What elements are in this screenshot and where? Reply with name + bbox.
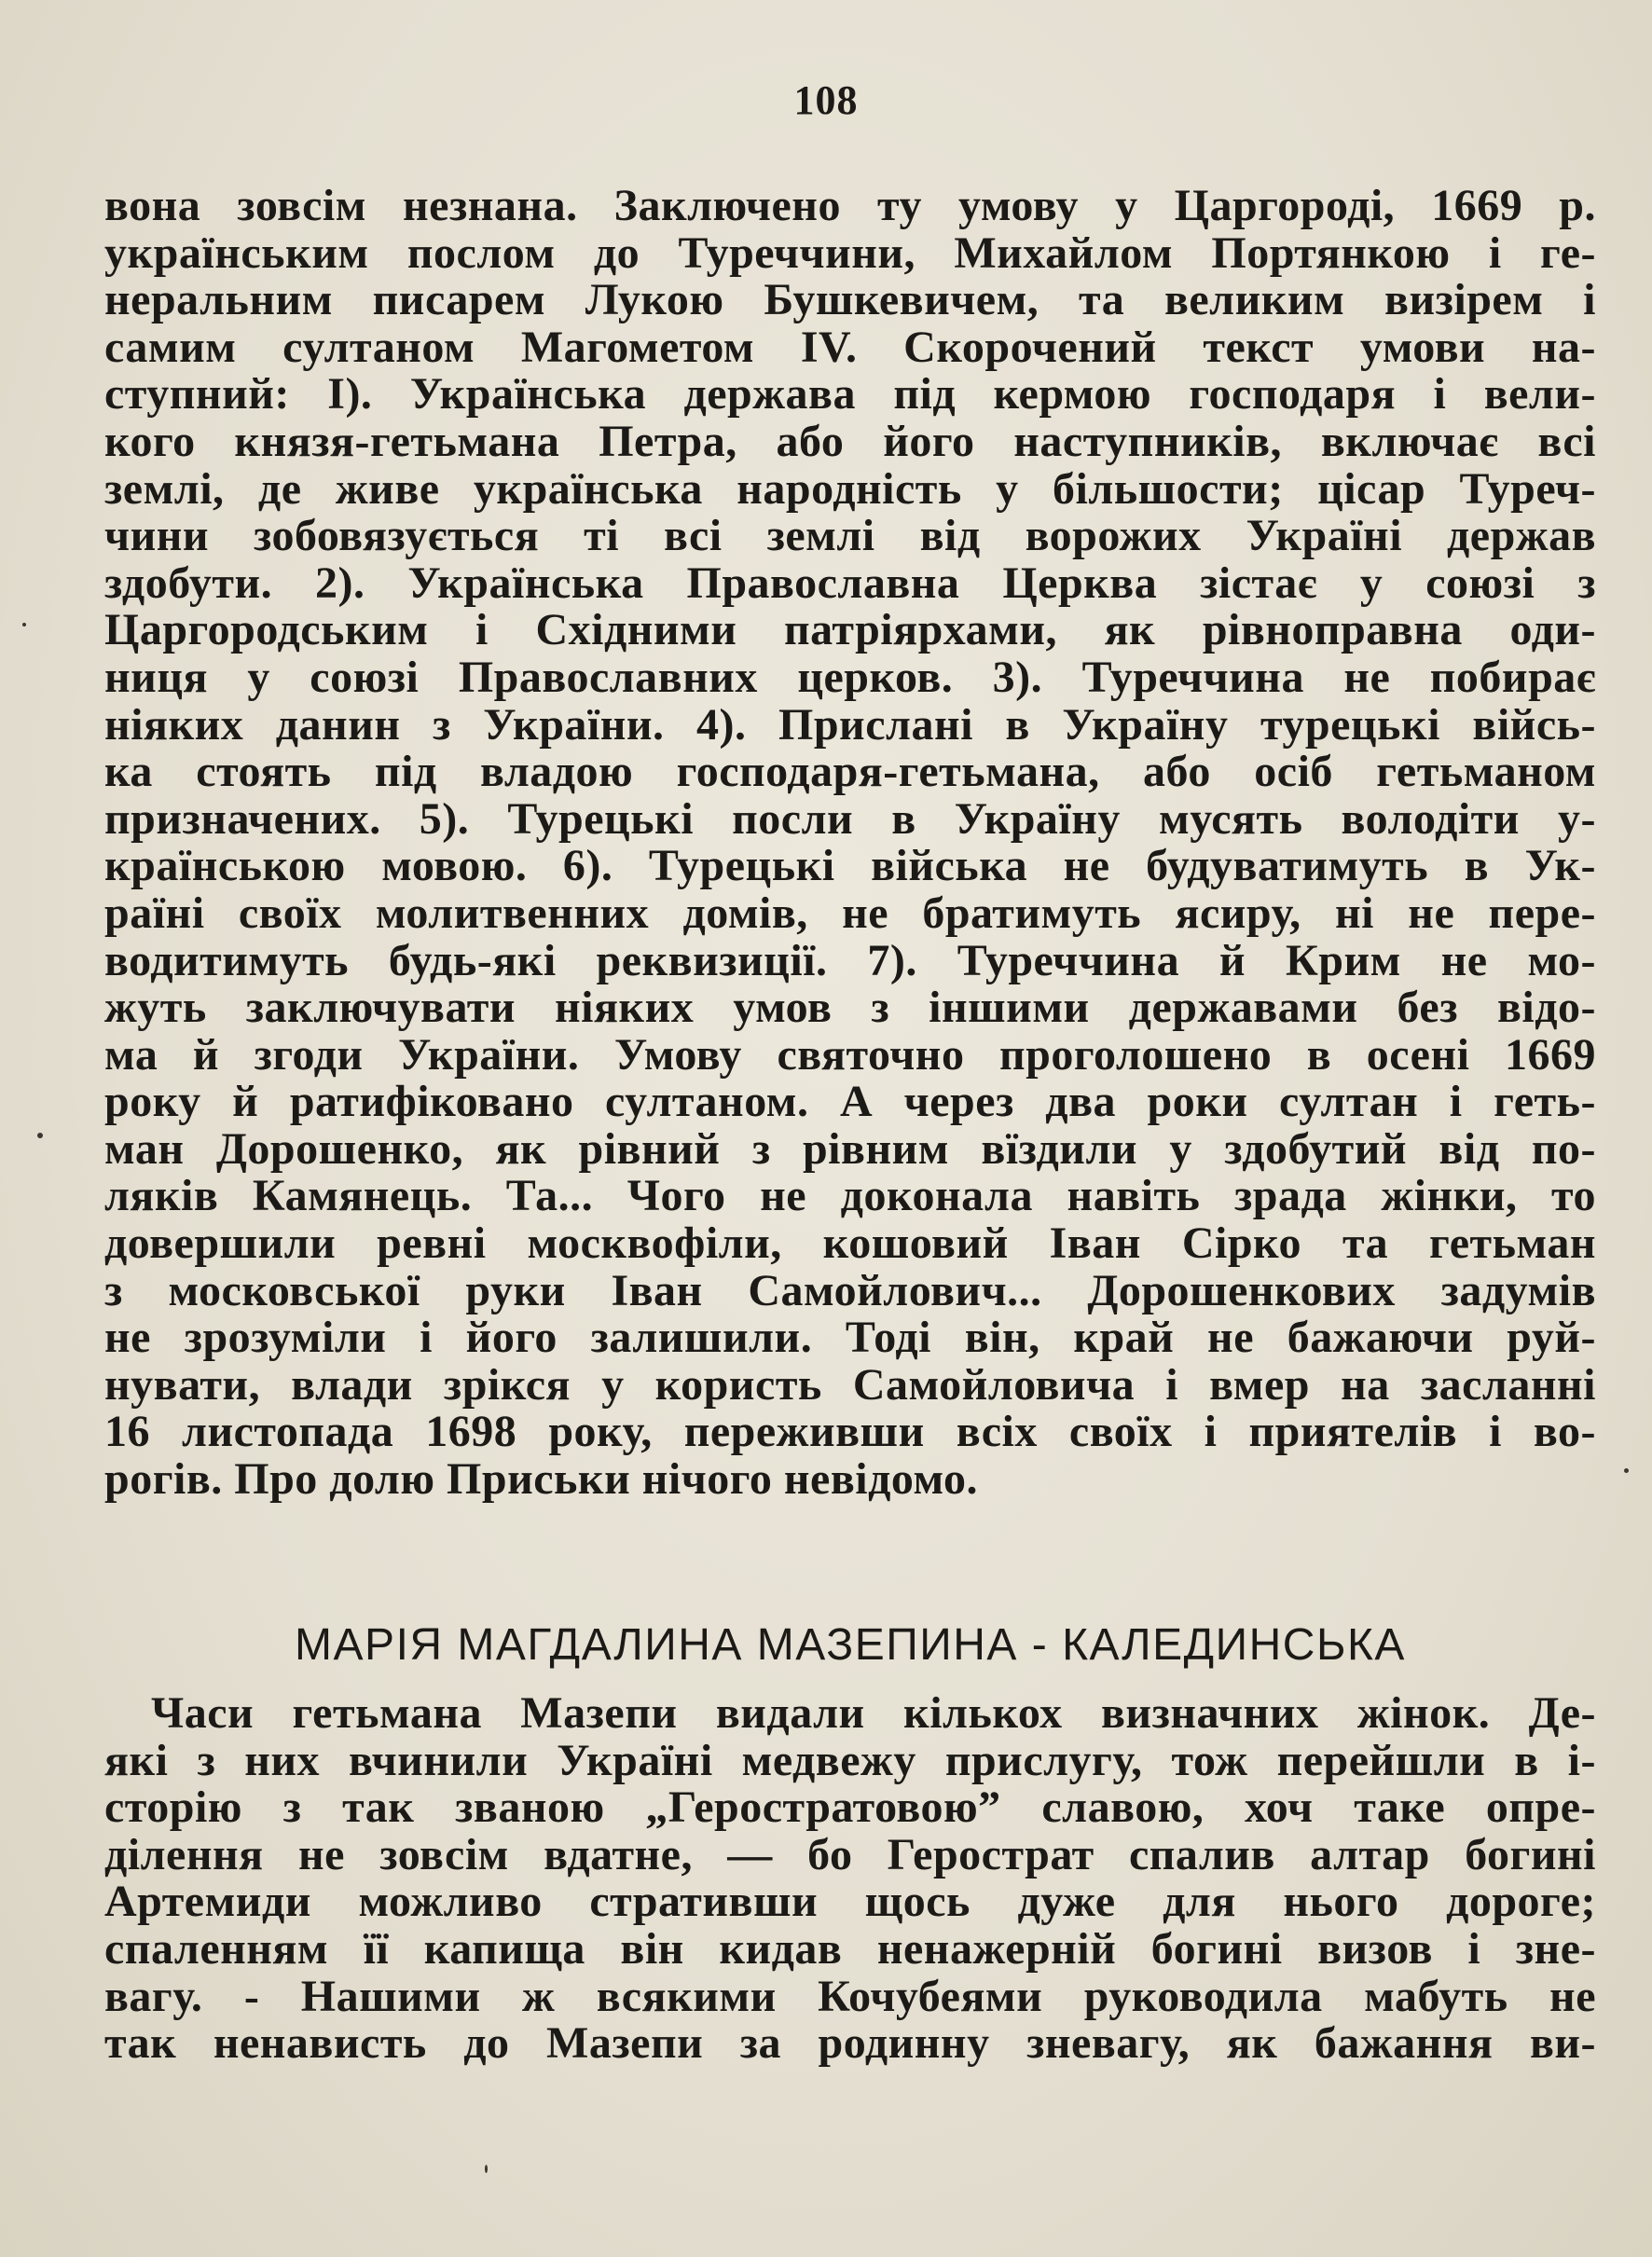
text-line: ман Дорошенко, як рівний з рівним вїздили у здобутий від по- xyxy=(104,1125,1596,1174)
text-line: не зрозуміли і його залишили. Тоді він, край не бажаючи руй- xyxy=(104,1314,1596,1362)
text-line: ляків Камянець. Та... Чого не доконала навіть зрада жінки, то xyxy=(104,1173,1596,1221)
text-line: призначених. 5). Турецькі посли в Україну мусять володіти у- xyxy=(104,795,1596,844)
text-line: ніяких данин з України. 4). Прислані в Україну турецькі війсь- xyxy=(104,701,1596,750)
text-line: ступний: I). Українська держава під кермою господаря і вели- xyxy=(104,371,1596,419)
text-line: року й ратифіковано султаном. А через два роки султан і геть- xyxy=(104,1079,1596,1126)
text-line: сторію з так званою „Геростратовою” славою, хоч таке опре- xyxy=(104,1784,1596,1832)
text-line: українським послом до Туреччини, Михайлом Портянкою і ге- xyxy=(104,229,1596,278)
text-line: Часи гетьмана Мазепи видали кількох визначних жінок. Де- xyxy=(151,1690,1596,1738)
text-line: Артемиди можливо стративши щось дуже для нього дороге; xyxy=(104,1879,1596,1926)
text-line: так ненависть до Мазепи за родинну зневагу, як бажання ви- xyxy=(104,2020,1596,2068)
text-line: вагу. - Нашими ж всякими Кочубеями руководила мабуть не xyxy=(104,1973,1596,2021)
scan-speck xyxy=(22,623,26,626)
text-line: спаленням її капища він кидав ненажерній богині визов і зне- xyxy=(104,1925,1596,1974)
text-line: жуть заключувати ніяких умов з іншими державами без відо- xyxy=(104,984,1596,1032)
text-line: які з них вчинили Україні медвежу прислугу, тож перейшли в і- xyxy=(104,1737,1596,1785)
text-line: нувати, влади зрікся у користь Самойловича і вмер на засланні xyxy=(104,1361,1596,1410)
text-line: з московської руки Іван Самойлович... Дорошенкових задумів xyxy=(104,1267,1596,1315)
page-number: 108 xyxy=(793,77,859,123)
paragraph-1 xyxy=(104,183,1596,1504)
text-line: землі, де живе українська народність у більшости; цісар Туреч- xyxy=(104,465,1596,514)
text-line: кого князя-гетьмана Петра, або його наступників, включає всі xyxy=(104,418,1596,466)
scan-speck xyxy=(37,1133,43,1138)
text-line: неральним писарем Лукою Бушкевичем, та великим визірем і xyxy=(104,277,1596,324)
text-line: чини зобовязується ті всі землі від ворожих Україні держав xyxy=(104,513,1596,560)
section-heading: МАРІЯ МАГДАЛИНА МАЗЕПИНА - КАЛЕДИНСЬКА xyxy=(295,1620,1406,1670)
text-line: самим султаном Магометом IV. Скорочений текст умови на- xyxy=(104,323,1596,372)
text-line: довершили ревні москвофіли, кошовий Іван Сірко та гетьман xyxy=(104,1220,1596,1268)
text-line: раїні своїх молитвенних домів, не братимуть ясиру, ні не пере- xyxy=(104,889,1596,938)
text-line: вона зовсім незнана. Заключено ту умову у Царгороді, 1669 р. xyxy=(104,183,1596,230)
text-line: Царгородським і Східними патріярхами, як рівноправна оди- xyxy=(104,607,1596,654)
text-line: ділення не зовсім вдатне, — бо Герострат спалив алтар богині xyxy=(104,1831,1596,1879)
text-line: здобути. 2). Українська Православна Церква зістає у союзі з xyxy=(104,559,1596,608)
scan-speck xyxy=(1624,1468,1629,1473)
text-line: водитимуть будь-які реквизиції. 7). Туреччина й Крим не мо- xyxy=(104,937,1596,985)
text-line: 16 листопада 1698 року, переживши всіх своїх і приятелів і во- xyxy=(104,1409,1596,1457)
text-line: ма й згоди України. Умову святочно проголошено в осені 1669 xyxy=(104,1031,1596,1080)
paragraph-2 xyxy=(104,1690,1596,2068)
text-line: країнською мовою. 6). Турецькі війська не будуватимуть в Ук- xyxy=(104,843,1596,890)
text-line: ниця у союзі Православних церков. 3). Туреччина не побирає xyxy=(104,654,1596,702)
text-line: рогів. Про долю Приськи нічого невідомо. xyxy=(104,1456,979,1504)
scan-speck xyxy=(485,2165,488,2173)
text-line: ка стоять під владою господаря-гетьмана, або осіб гетьманом xyxy=(104,749,1596,796)
